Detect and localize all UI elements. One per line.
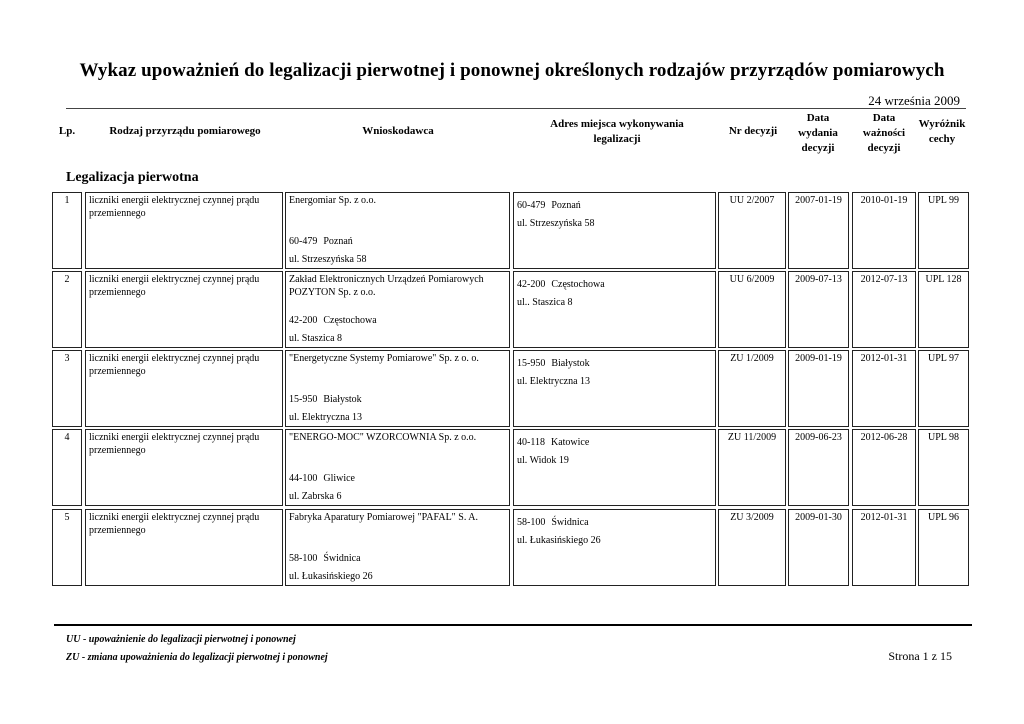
wnioskodawca-name: "Energetyczne Systemy Pomiarowe" Sp. z o. o. xyxy=(289,353,479,364)
cell-adres: 42-200 Częstochowa ul.. Staszica 8 xyxy=(513,271,716,348)
cell-adres: 60-479 Poznań ul. Strzeszyńska 58 xyxy=(513,192,716,269)
page-number: Strona 1 z 15 xyxy=(888,649,952,663)
cell-wnioskodawca xyxy=(285,350,510,427)
cell-nr-decyzji: ZU 1/2009 xyxy=(718,350,786,427)
cell-lp: 2 xyxy=(52,271,82,348)
cell-data-waznosci: 2012-01-31 xyxy=(852,350,916,427)
wnioskodawca-address: 58-100 Świdnica ul. Łukasińskiego 26 xyxy=(289,553,373,582)
header-nr-decyzji: Nr decyzji xyxy=(728,125,778,137)
cell-nr-decyzji: ZU 11/2009 xyxy=(718,429,786,506)
cell-lp: 1 xyxy=(52,192,82,269)
header-rodzaj: Rodzaj przyrządu pomiarowego xyxy=(109,125,261,137)
wnioskodawca-name: Fabryka Aparatury Pomiarowej "PAFAL" S. A. xyxy=(289,512,478,523)
cell-data-waznosci: 2012-07-13 xyxy=(852,271,916,348)
header-data-waznosci: Data ważności decyzji xyxy=(862,112,906,154)
cell-data-wydania: 2009-06-23 xyxy=(788,429,849,506)
cell-data-waznosci: 2010-01-19 xyxy=(852,192,916,269)
cell-wnioskodawca xyxy=(285,429,510,506)
cell-rodzaj: liczniki energii elektrycznej czynnej prądu przemiennego xyxy=(85,509,283,586)
wnioskodawca-address: 42-200 Częstochowa ul. Staszica 8 xyxy=(289,315,377,344)
cell-wnioskodawca xyxy=(285,192,510,269)
cell-wyroznik: UPL 98 xyxy=(918,429,969,506)
cell-rodzaj: liczniki energii elektrycznej czynnej prądu przemiennego xyxy=(85,271,283,348)
cell-rodzaj: liczniki energii elektrycznej czynnej prądu przemiennego xyxy=(85,429,283,506)
cell-lp: 5 xyxy=(52,509,82,586)
cell-data-wydania: 2009-07-13 xyxy=(788,271,849,348)
cell-wnioskodawca xyxy=(285,271,510,348)
cell-data-waznosci: 2012-06-28 xyxy=(852,429,916,506)
cell-adres: 40-118 Katowice ul. Widok 19 xyxy=(513,429,716,506)
cell-wyroznik: UPL 128 xyxy=(918,271,969,348)
legend-uu: UU - upoważnienie do legalizacji pierwotnej i ponownej xyxy=(66,634,296,645)
wnioskodawca-address: 60-479 Poznań ul. Strzeszyńska 58 xyxy=(289,236,367,265)
cell-adres: 58-100 Świdnica ul. Łukasińskiego 26 xyxy=(513,509,716,586)
header-wyroznik: Wyróżnik cechy xyxy=(918,118,966,145)
cell-wnioskodawca xyxy=(285,509,510,586)
footer-divider xyxy=(54,624,972,626)
cell-data-waznosci: 2012-01-31 xyxy=(852,509,916,586)
cell-rodzaj: liczniki energii elektrycznej czynnej prądu przemiennego xyxy=(85,350,283,427)
header-divider xyxy=(66,108,966,109)
cell-wyroznik: UPL 96 xyxy=(918,509,969,586)
legend-zu: ZU - zmiana upoważnienia do legalizacji pierwotnej i ponownej xyxy=(66,652,328,663)
cell-lp: 4 xyxy=(52,429,82,506)
cell-lp: 3 xyxy=(52,350,82,427)
cell-rodzaj: liczniki energii elektrycznej czynnej prądu przemiennego xyxy=(85,192,283,269)
cell-data-wydania: 2009-01-30 xyxy=(788,509,849,586)
cell-nr-decyzji: UU 2/2007 xyxy=(718,192,786,269)
cell-nr-decyzji: ZU 3/2009 xyxy=(718,509,786,586)
cell-wyroznik: UPL 99 xyxy=(918,192,969,269)
wnioskodawca-address: 44-100 Gliwice ul. Zabrska 6 xyxy=(289,473,355,502)
wnioskodawca-address: 15-950 Białystok ul. Elektryczna 13 xyxy=(289,394,363,423)
cell-nr-decyzji: UU 6/2009 xyxy=(718,271,786,348)
section-title: Legalizacja pierwotna xyxy=(66,170,199,185)
header-data-wydania: Data wydania decyzji xyxy=(798,112,838,154)
header-adres: Adres miejsca wykonywania legalizacji xyxy=(550,118,684,145)
wnioskodawca-name: "ENERGO-MOC" WZORCOWNIA Sp. z o.o. xyxy=(289,432,477,443)
document-title: Wykaz upoważnień do legalizacji pierwotnej i ponownej określonych rodzajów przyrządów pomiarowych xyxy=(79,60,945,81)
cell-data-wydania: 2009-01-19 xyxy=(788,350,849,427)
cell-adres: 15-950 Białystok ul. Elektryczna 13 xyxy=(513,350,716,427)
wnioskodawca-name: Energomiar Sp. z o.o. xyxy=(289,195,377,206)
wnioskodawca-name: Zakład Elektronicznych Urządzeń Pomiarowych POZYTON Sp. z o.o. xyxy=(289,274,484,298)
document-date: 24 września 2009 xyxy=(868,93,960,108)
cell-data-wydania: 2007-01-19 xyxy=(788,192,849,269)
header-lp: Lp. xyxy=(58,125,76,137)
header-wnioskodawca: Wnioskodawca xyxy=(362,125,434,137)
cell-wyroznik: UPL 97 xyxy=(918,350,969,427)
